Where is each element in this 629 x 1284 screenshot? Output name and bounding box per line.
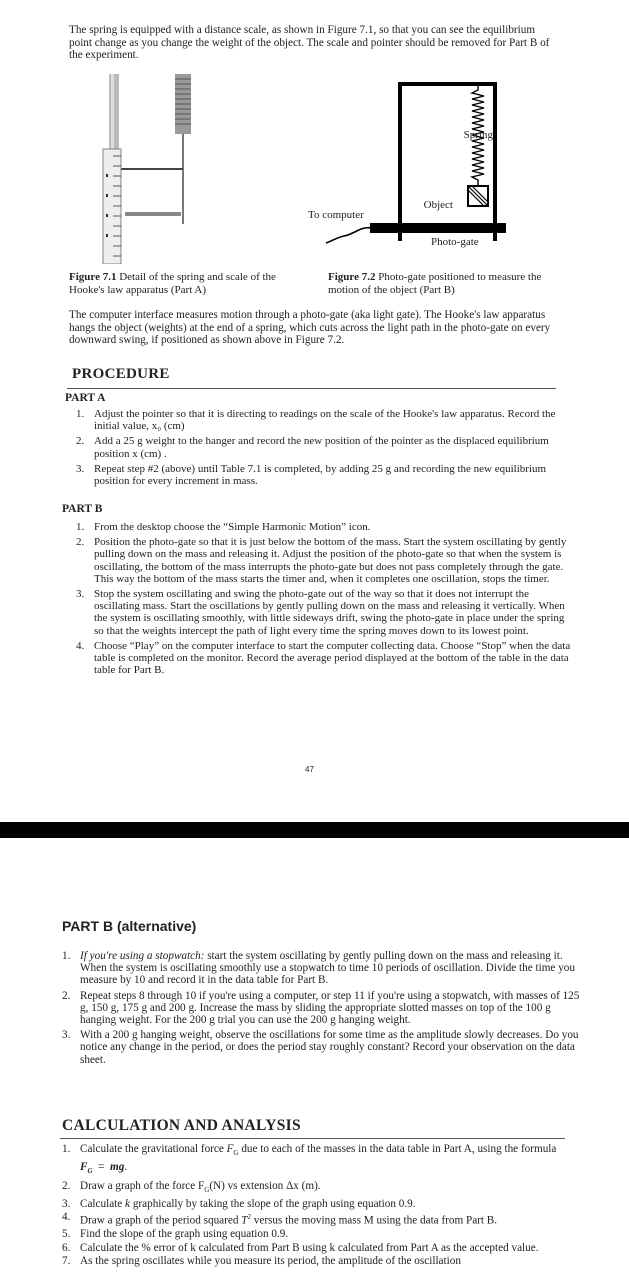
figure-7-2-diagram (300, 76, 512, 254)
list-item: 6. Calculate the % error of k calculated from Part B using k calculated from Part A as the accepted value. (62, 1241, 539, 1254)
part-b-alt-list (62, 950, 586, 1069)
list-item: 3. Stop the system oscillating and swing the photo-gate out of the way so that it does not interrupt the oscillating mass. Start the oscillations by gently pulling down on the mass and releasing it vertically. When the system is oscillating smoothly, with little sideways drift, swing the photo-gate in place under the spring so that the weights intercept the path of light every time the spring moves down to its lowest point. (76, 588, 565, 637)
list-item: 7. As the spring oscillates while you measure its period, the amplitude of the oscillation (62, 1255, 461, 1268)
intro-paragraph: The spring is equipped with a distance scale, as shown in Figure 7.1, so that you can see the equilibrium point change as you change the weight of the object. The scale and pointer should be removed for Part B of the experiment. (69, 24, 550, 62)
figure-7-2-caption: Figure 7.2 Photo-gate positioned to measure the motion of the object (Part B) (328, 271, 542, 296)
photo-gate-drawing (370, 223, 506, 233)
calculation-heading: CALCULATION AND ANALYSIS (62, 1117, 301, 1134)
figure-7-1-photo (95, 74, 215, 264)
list-item: 3. Repeat step #2 (above) until Table 7.1 is completed, by adding 25 g and recording the new equilibrium position for every increment in mass. (76, 462, 547, 488)
list-item: 2. Draw a graph of the force $F_G(N)$ vs extension Δx (m). (62, 1180, 321, 1195)
figure-7-1-caption: Figure 7.1 Detail of the spring and scale of the Hooke's law apparatus (Part A) (69, 271, 276, 296)
procedure-heading: PROCEDURE (72, 366, 170, 382)
photo-gate-label: Photo-gate (431, 236, 479, 248)
procedure-rule (67, 388, 556, 389)
list-item: 1. Adjust the pointer so that it is directing to readings on the scale of the Hooke's law apparatus. Record the initial value, x₀ (cm) (76, 408, 556, 433)
list-item: 2. Position the photo-gate so that it is just below the bottom of the mass. Start the system oscillating by gently pulling down on the mass and releasing it. Adjust the position of the photo-gate so that when the system is oscillating, the bottom of the mass interrupts the photo-gate but does not pass completely through the gate. This way the bottom of the mass starts the timer and, when it completes one oscillation, stops the timer. (76, 536, 567, 585)
part-b-list (76, 521, 574, 679)
list-item: 4. Draw a graph of the period squared $T^2$ versus the moving mass M using the data from Part B. (62, 1211, 498, 1228)
list-item: 2. Repeat steps 8 through 10 if you're using a computer, or step 11 if you're using a stopwatch, with masses of 125 g, 150 g, 175 g and 200 g. Increase the mass by sliding the appropriate slotted masses on top of the 100 g hanging weight. For the 200 g trial you can use the 200 g hanging weight. (62, 989, 580, 1027)
list-item: 3. Calculate k graphically by taking the slope of the graph using equation 0.9. (62, 1197, 416, 1210)
calculation-list (62, 1143, 566, 1269)
object-label: Object (423, 199, 453, 211)
spring-label: Spring (463, 129, 493, 141)
list-item: 1. Calculate the gravitational force $F_G$ due to each of the masses in the data table in Part A, using the formula $F_G$ = mg. (62, 1143, 557, 1175)
list-item: 2. Add a 25 g weight to the hanger and record the new position of the pointer as the displaced equilibrium position x (cm) . (76, 435, 549, 460)
list-item: 3. With a 200 g hanging weight, observe the oscillations for some time as the amplitude slowly decreases. Do you notice any change in the period, or does the period stay roughly constant? Record your observation on the data sheet. (62, 1029, 579, 1066)
page-divider (0, 822, 629, 838)
part-a-heading: PART A (65, 392, 106, 404)
part-a-list (76, 408, 556, 490)
list-item: 4. Choose “Play” on the computer interface to start the computer collecting data. Choose “Stop” when the data table is completed on the monitor. Record the average period displayed at the bottom of the table in the data table for Part B. (76, 639, 571, 677)
photo-gate-paragraph: The computer interface measures motion through a photo-gate (aka light gate). The Hooke's law apparatus hangs the object (weights) at the end of a spring, which cuts across the light path in the photo-gate on every downward swing, if positioned as shown above in Figure 7.2. (69, 309, 551, 347)
list-item: 1. From the desktop choose the “Simple Harmonic Motion” icon. (76, 521, 371, 533)
list-item: 5. Find the slope of the graph using equation 0.9. (62, 1228, 289, 1241)
part-b-alternative-heading: PART B (alternative) (62, 918, 197, 934)
calculation-rule (60, 1138, 565, 1139)
page-number: 47 (305, 765, 314, 774)
list-item: 1. If you're using a stopwatch: start the system oscillating by gently pulling down on the mass and releasing it. When the system is oscillating smoothly use a stopwatch to time 10 periods of oscillation. Divide the time you measure by 10 and record it in the data table for Part B. (62, 950, 575, 987)
to-computer-label: To computer (308, 209, 364, 221)
part-b-heading: PART B (62, 503, 103, 515)
